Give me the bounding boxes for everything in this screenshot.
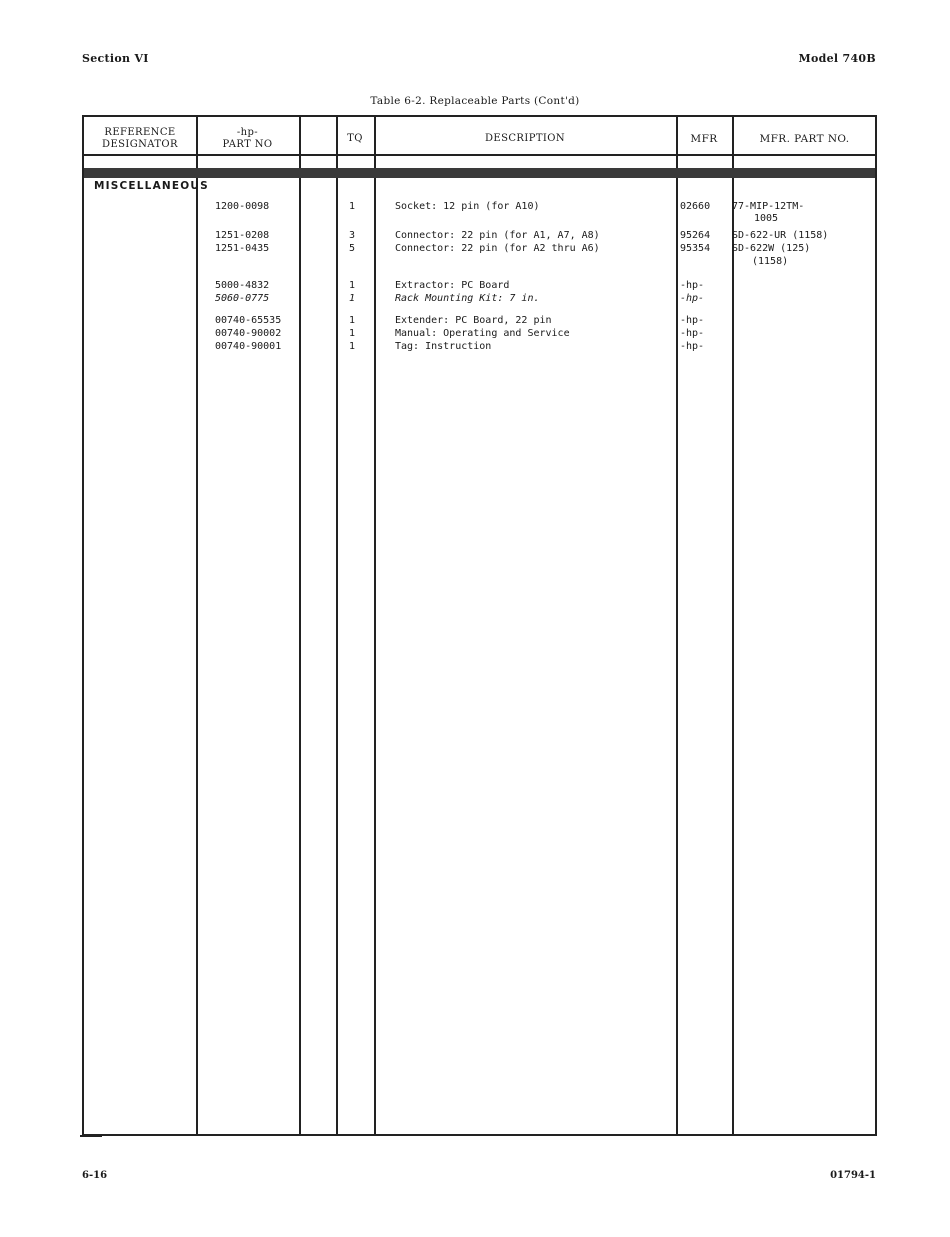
column-divider: [196, 117, 198, 1134]
row-description: Connector: 22 pin (for A1, A7, A8): [395, 230, 600, 241]
col-header-mfr: MFR: [690, 133, 718, 145]
col-ref-line1: REFERENCE: [104, 127, 176, 138]
row-description: Manual: Operating and Service: [395, 328, 570, 339]
replaceable-parts-table: [82, 115, 877, 1136]
table-bottom-tick: [80, 1135, 102, 1137]
row-part-number: 1251-0208: [215, 230, 270, 241]
row-mfr-part-number: SD-622-UR (1158): [732, 230, 829, 241]
column-divider: [732, 117, 734, 1134]
page-number: 6-16: [82, 1170, 108, 1181]
row-mfr-part-number-cont: (1158): [752, 256, 789, 267]
section-header: Section VI: [82, 52, 149, 65]
col-header-tq: TQ: [347, 133, 363, 144]
row-mfr: -hp-: [680, 315, 705, 326]
row-mfr-part-number-cont: 1005: [754, 213, 779, 224]
row-part-number: 00740-90001: [215, 341, 282, 352]
row-mfr: -hp-: [680, 293, 705, 304]
header-band: [84, 168, 875, 178]
row-mfr: 02660: [680, 201, 711, 212]
document-number: 01794-1: [830, 1170, 876, 1181]
col-header-hp-part-no: [196, 121, 299, 157]
row-tq: 1: [348, 328, 356, 339]
row-mfr: -hp-: [680, 328, 705, 339]
row-part-number: 1251-0435: [215, 243, 270, 254]
row-tq: 1: [348, 201, 356, 212]
row-part-number: 00740-65535: [215, 315, 282, 326]
row-description: Extender: PC Board, 22 pin: [395, 315, 552, 326]
row-description: Socket: 12 pin (for A10): [395, 201, 540, 212]
row-mfr: -hp-: [680, 280, 705, 291]
row-description: Rack Mounting Kit: 7 in.: [395, 293, 540, 304]
row-mfr: 95354: [680, 243, 711, 254]
row-tq: 3: [348, 230, 356, 241]
row-tq: 1: [348, 280, 356, 291]
row-mfr: 95264: [680, 230, 711, 241]
row-mfr-part-number: 77-MIP-12TM-: [732, 201, 805, 212]
col-header-mfr-part-no: MFR. PART NO.: [759, 133, 850, 145]
row-part-number: 1200-0098: [215, 201, 270, 212]
col-hp-line1: -hp-: [236, 127, 259, 138]
column-divider: [299, 117, 301, 1134]
row-part-number: 5000-4832: [215, 280, 270, 291]
col-hp-line2: PART NO: [222, 139, 273, 150]
row-tq: 1: [348, 341, 356, 352]
row-description: Connector: 22 pin (for A2 thru A6): [395, 243, 600, 254]
row-tq: 5: [348, 243, 356, 254]
section-label-miscellaneous: MISCELLANEOUS: [94, 180, 209, 192]
row-part-number: 5060-0775: [215, 293, 270, 304]
column-divider: [336, 117, 338, 1134]
col-header-description: DESCRIPTION: [485, 133, 565, 144]
col-ref-line2: DESIGNATOR: [102, 139, 178, 150]
row-tq: 1: [348, 293, 356, 304]
row-mfr: -hp-: [680, 341, 705, 352]
row-description: Tag: Instruction: [395, 341, 492, 352]
row-description: Extractor: PC Board: [395, 280, 510, 291]
column-divider: [374, 117, 376, 1134]
table-caption: Table 6-2. Replaceable Parts (Cont'd): [370, 95, 580, 107]
row-tq: 1: [348, 315, 356, 326]
col-header-reference-designator: [84, 121, 196, 157]
row-part-number: 00740-90002: [215, 328, 282, 339]
model-header: Model 740B: [798, 52, 876, 65]
row-mfr-part-number: SD-622W (125): [732, 243, 811, 254]
column-divider: [676, 117, 678, 1134]
